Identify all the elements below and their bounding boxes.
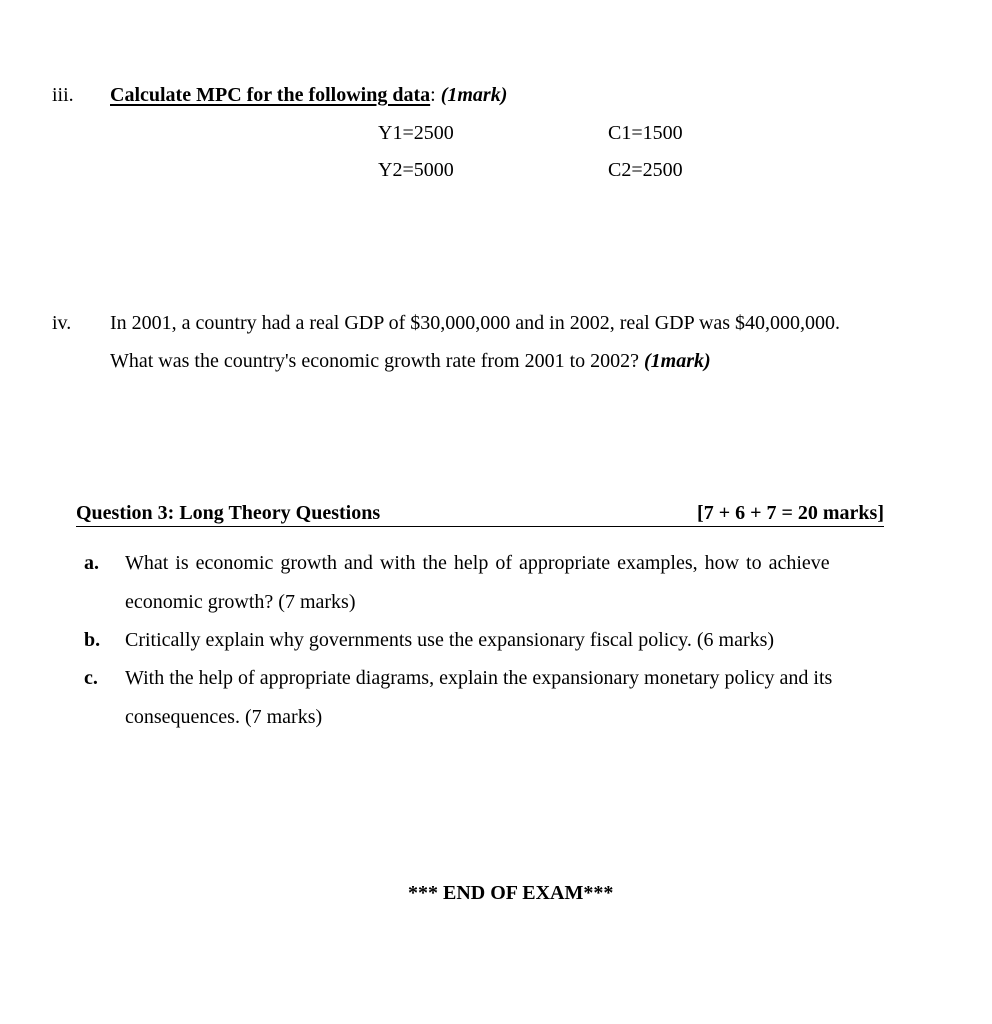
part-b-line1: Critically explain why governments use the expansionary fiscal policy. (6 marks) xyxy=(125,629,775,651)
question-iii-text: Calculate MPC for the following data xyxy=(110,84,431,106)
value-c1: C1=1500 xyxy=(608,122,683,144)
part-c-letter: c. xyxy=(84,667,98,689)
part-c-line2: consequences. (7 marks) xyxy=(125,706,323,728)
value-y1: Y1=2500 xyxy=(378,122,454,144)
part-a-letter: a. xyxy=(84,552,99,574)
question-iv-line2-text: What was the country's economic growth rate from 2001 to 2002? xyxy=(110,350,645,372)
item-number-iv: iv. xyxy=(52,312,72,334)
part-a-line2: economic growth? (7 marks) xyxy=(125,591,356,613)
part-a-line1: What is economic growth and with the help of appropriate examples, how to achieve xyxy=(125,552,830,574)
question-iv-line1: In 2001, a country had a real GDP of $30,000,000 and in 2002, real GDP was $40,000,000. xyxy=(110,312,841,334)
question-iii xyxy=(110,84,507,107)
value-y2: Y2=5000 xyxy=(378,159,454,181)
question-iii-colon: : xyxy=(430,84,441,106)
question-iii-marks: (1mark) xyxy=(440,84,508,106)
question3-marks: [7 + 6 + 7 = 20 marks] xyxy=(697,502,884,524)
end-of-exam: *** END OF EXAM*** xyxy=(408,882,614,904)
value-c2: C2=2500 xyxy=(608,159,683,181)
question-iv-marks: (1mark) xyxy=(644,350,711,372)
question3-title: Question 3: Long Theory Questions xyxy=(76,502,381,524)
part-c-line1: With the help of appropriate diagrams, explain the expansionary monetary policy and its xyxy=(125,667,833,689)
question3-header xyxy=(76,502,884,527)
part-b-letter: b. xyxy=(84,629,101,651)
item-number-iii: iii. xyxy=(52,84,74,106)
question-iv-line2 xyxy=(110,350,711,373)
